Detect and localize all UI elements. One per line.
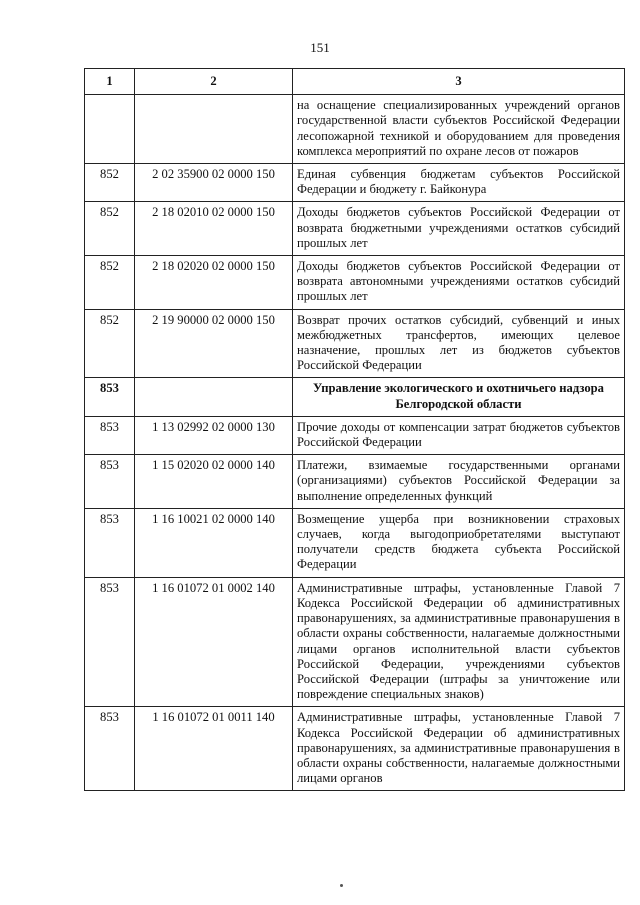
description-cell: Прочие доходы от компенсации затрат бюджетов субъектов Российской Федерации [293, 416, 625, 454]
table-row [85, 455, 625, 509]
admin-code-cell: 853 [85, 416, 135, 454]
page-number: 151 [310, 40, 330, 55]
admin-code-cell: 852 [85, 309, 135, 378]
section-title-cell: Управление экологического и охотничьего надзора Белгородской области [293, 378, 625, 416]
admin-code-cell: 852 [85, 202, 135, 256]
admin-code-cell: 853 [85, 378, 135, 416]
revenue-code-cell [135, 95, 293, 164]
revenue-code-cell: 1 15 02020 02 0000 140 [135, 455, 293, 509]
header-col-1: 1 [85, 69, 135, 95]
table-row [85, 95, 625, 164]
revenue-code-cell: 1 16 01072 01 0011 140 [135, 707, 293, 791]
admin-code-cell: 853 [85, 455, 135, 509]
description-cell: Возмещение ущерба при возникновении страховых случаев, когда выгодоприобретателями выступают получатели средств бюджета субъекта Российской Федерации [293, 508, 625, 577]
table-section-row [85, 378, 625, 416]
revenue-code-cell [135, 378, 293, 416]
table-row [85, 508, 625, 577]
admin-code-cell [85, 95, 135, 164]
description-cell: на оснащение специализированных учреждений органов государственной власти субъектов Российской Федерации лесопожарной техникой и оборудованием для проведения комплекса мероприятий по охране лесов от пожаров [293, 95, 625, 164]
table-row [85, 164, 625, 202]
admin-code-cell: 852 [85, 256, 135, 310]
revenue-code-cell: 2 02 35900 02 0000 150 [135, 164, 293, 202]
admin-code-cell: 853 [85, 577, 135, 707]
table-row [85, 256, 625, 310]
table-row [85, 309, 625, 378]
admin-code-cell: 853 [85, 508, 135, 577]
admin-code-cell: 853 [85, 707, 135, 791]
table-row [85, 416, 625, 454]
header-col-3: 3 [293, 69, 625, 95]
revenue-code-cell: 2 18 02010 02 0000 150 [135, 202, 293, 256]
scan-mark [340, 884, 343, 887]
revenue-code-cell: 1 13 02992 02 0000 130 [135, 416, 293, 454]
description-cell: Административные штрафы, установленные Главой 7 Кодекса Российской Федерации об административных правонарушениях, за административные правонарушения в области охраны собственности, налагаемые должностными лицами органов [293, 707, 625, 791]
description-cell: Платежи, взимаемые государственными органами (организациями) субъектов Российской Федерации за выполнение определенных функций [293, 455, 625, 509]
header-col-2: 2 [135, 69, 293, 95]
table-row [85, 577, 625, 707]
description-cell: Доходы бюджетов субъектов Российской Федерации от возврата бюджетными учреждениями остатков субсидий прошлых лет [293, 202, 625, 256]
admin-code-cell: 852 [85, 164, 135, 202]
table-row [85, 707, 625, 791]
revenue-code-cell: 1 16 10021 02 0000 140 [135, 508, 293, 577]
revenue-code-cell: 2 19 90000 02 0000 150 [135, 309, 293, 378]
table-row [85, 202, 625, 256]
description-cell: Доходы бюджетов субъектов Российской Федерации от возврата автономными учреждениями остатков субсидий прошлых лет [293, 256, 625, 310]
revenue-code-cell: 2 18 02020 02 0000 150 [135, 256, 293, 310]
description-cell: Возврат прочих остатков субсидий, субвенций и иных межбюджетных трансфертов, имеющих целевое назначение, прошлых лет из бюджетов субъектов Российской Федерации [293, 309, 625, 378]
description-cell: Единая субвенция бюджетам субъектов Российской Федерации и бюджету г. Байконура [293, 164, 625, 202]
table-header-row [85, 69, 625, 95]
budget-classification-table [84, 68, 625, 791]
description-cell: Административные штрафы, установленные Главой 7 Кодекса Российской Федерации об административных правонарушениях, за административные правонарушения в области охраны собственности, налагаемые должностными лицами органов исполнительной власти субъектов Российской Федерации, учреждениями субъектов Российской Федерации (штрафы за уничтожение или повреждение специальных знаков) [293, 577, 625, 707]
revenue-code-cell: 1 16 01072 01 0002 140 [135, 577, 293, 707]
